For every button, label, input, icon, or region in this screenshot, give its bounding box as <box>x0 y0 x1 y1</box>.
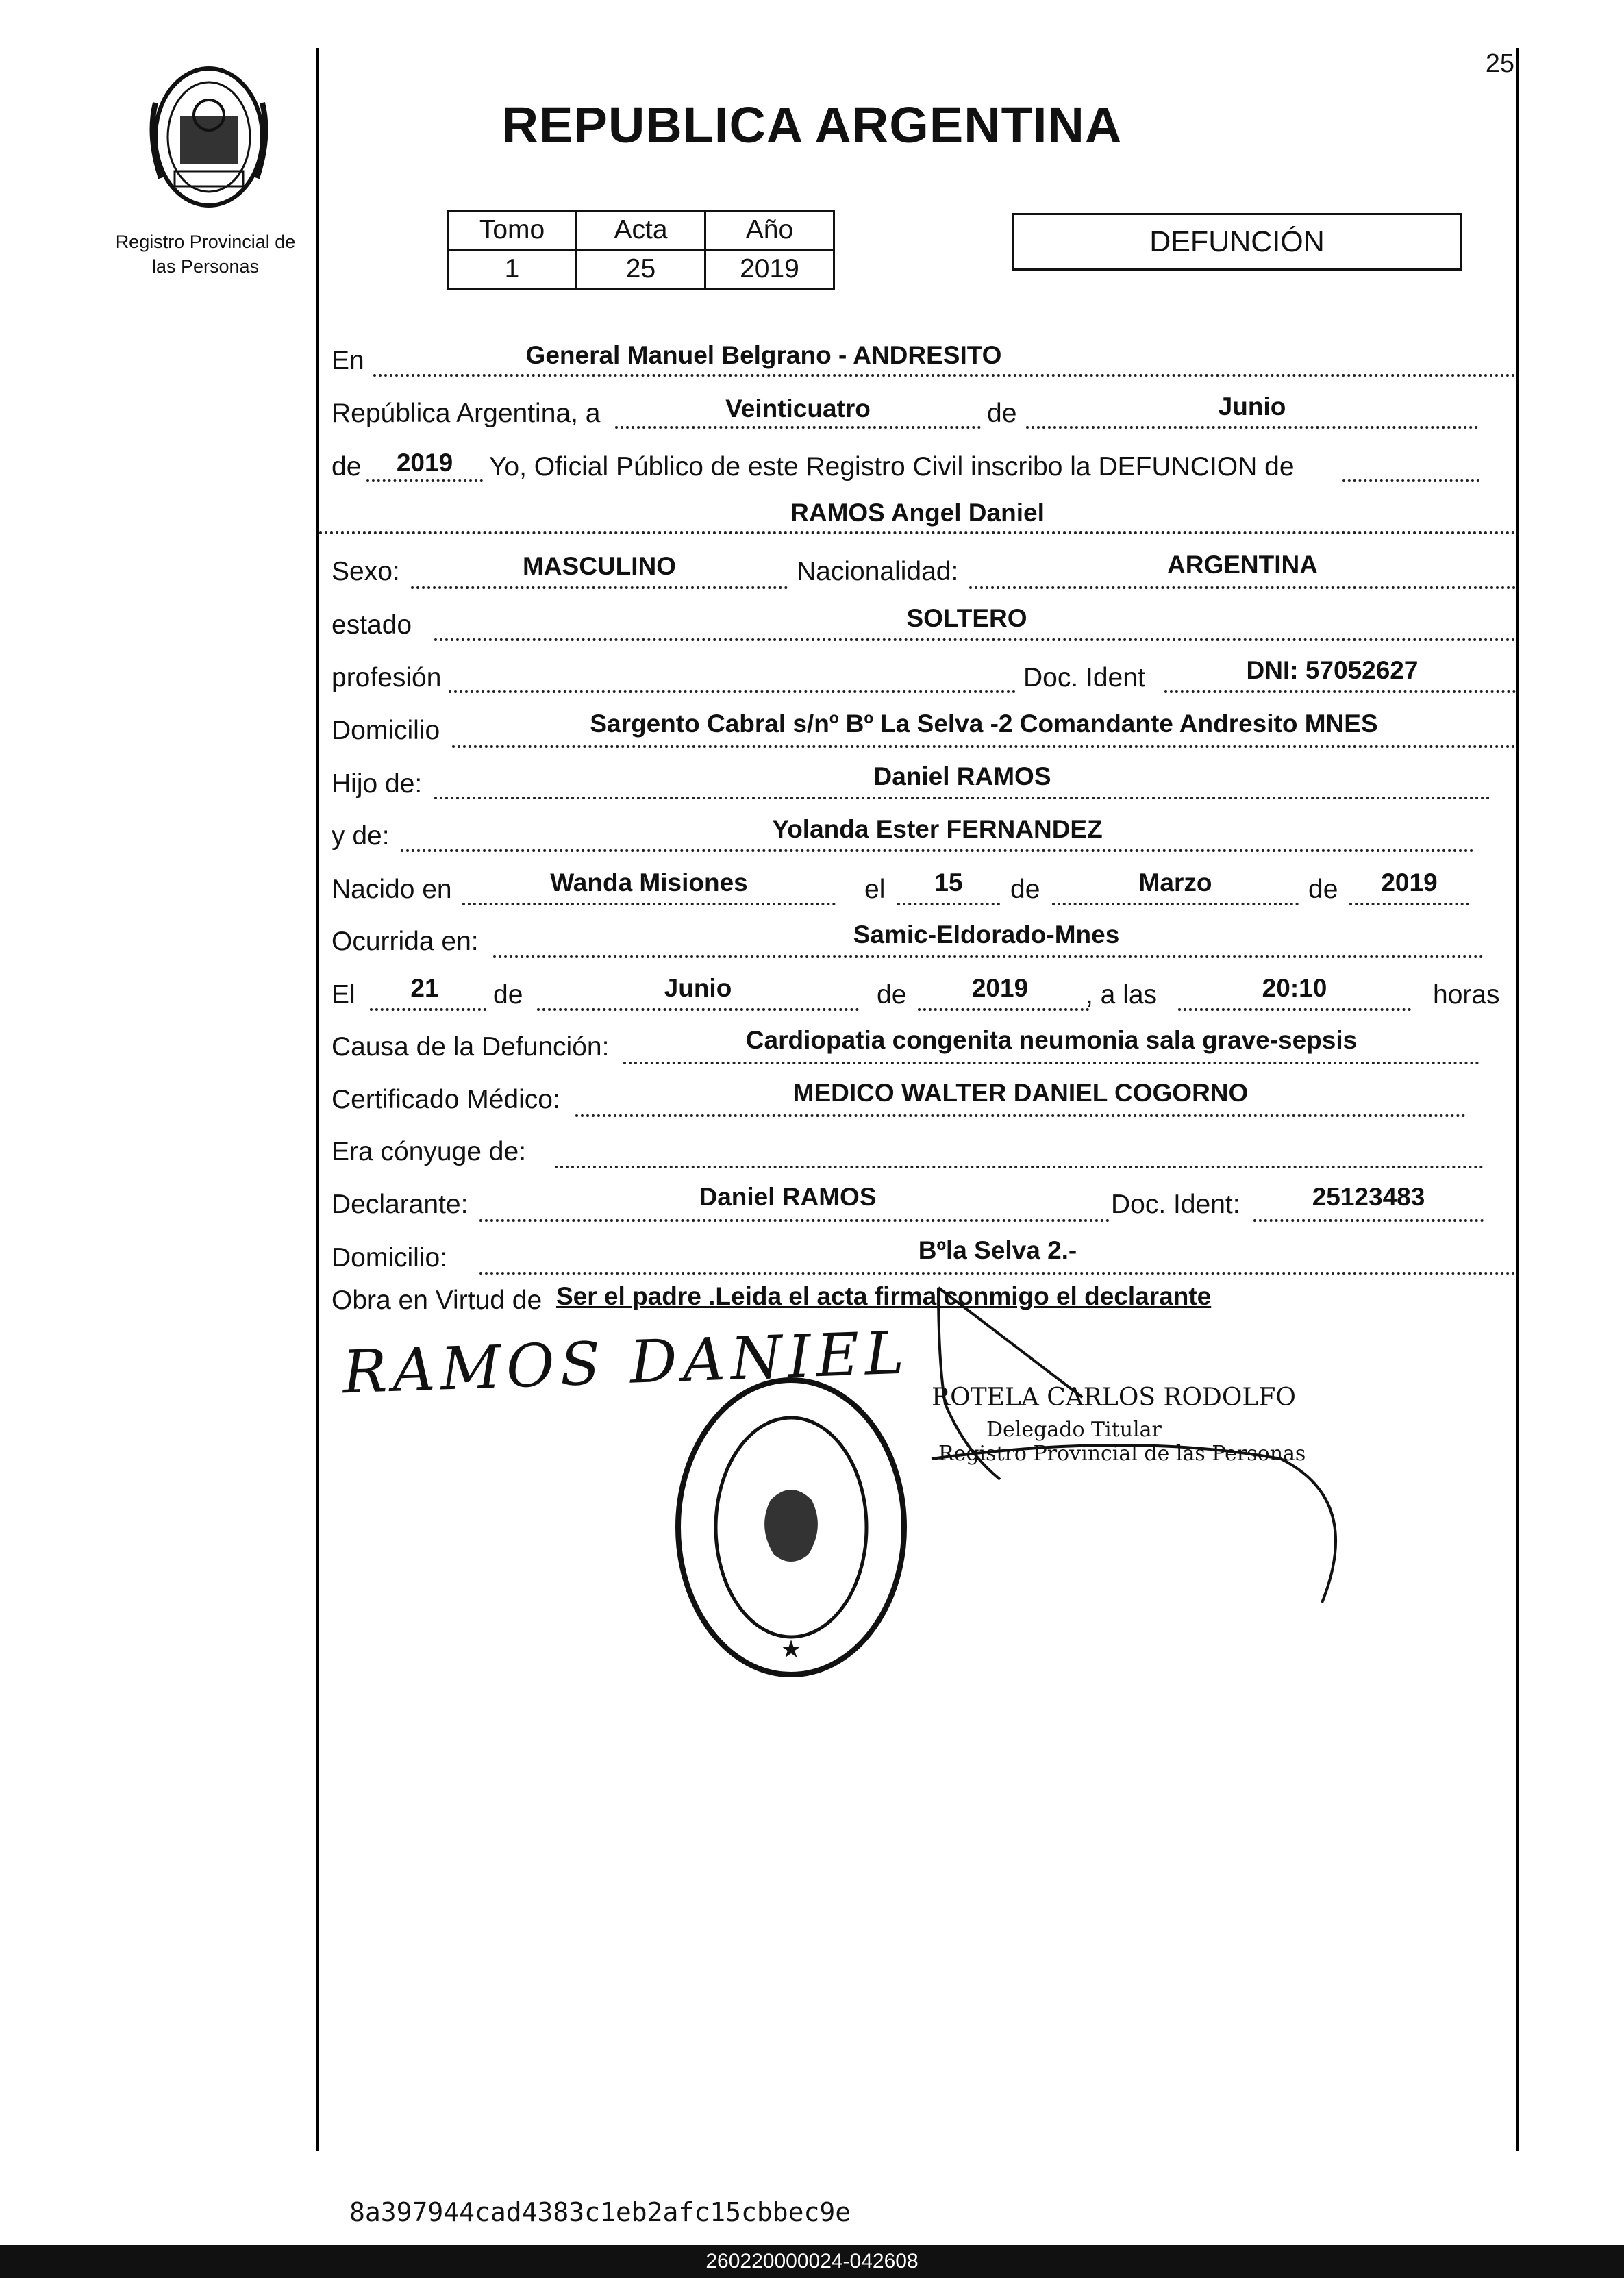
el2-label: El <box>332 980 355 1010</box>
dotted-line <box>537 1008 859 1011</box>
barcode-strip: 260220000024-042608 <box>0 2245 1624 2278</box>
dotted-line <box>370 1008 486 1011</box>
dotted-line <box>1178 1008 1411 1011</box>
declarant-signature: RAMOS DANIEL <box>341 1318 911 1407</box>
official-stamp <box>668 1370 914 1685</box>
domicilio-label: Domicilio <box>332 716 440 745</box>
de5-label: de <box>493 980 523 1010</box>
dotted-line <box>1026 426 1478 429</box>
estado-value: SOLTERO <box>906 604 1027 632</box>
svg-text:★: ★ <box>779 1635 803 1663</box>
official-name: ROTELA CARLOS RODOLFO <box>932 1384 1296 1412</box>
value-anio: 2019 <box>705 250 834 289</box>
left-margin-line <box>316 48 319 2151</box>
obra-value: Ser el padre .Leida el acta firma conmigo el declarante <box>556 1282 1212 1310</box>
ocurrida-label: Ocurrida en: <box>332 927 479 956</box>
stamp-inner-text: COMANDANTE ANDRESITO <box>685 1709 847 1723</box>
dotted-line <box>449 690 1016 693</box>
death-month: Junio <box>664 974 732 1002</box>
causa-value: Cardiopatia congenita neumonia sala grave-sepsis <box>745 1026 1358 1054</box>
official-org: Registro Provincial de las Personas <box>938 1442 1306 1466</box>
de6-label: de <box>877 980 907 1010</box>
acta-table-header-row <box>448 211 834 250</box>
declarante-value: Daniel RAMOS <box>699 1183 877 1211</box>
en-label: En <box>332 346 364 375</box>
dotted-line <box>434 797 1490 799</box>
month-value: Junio <box>1218 392 1286 421</box>
conyuge-label: Era cónyuge de: <box>332 1137 527 1166</box>
document-hash: 8a397944cad4383c1eb2afc15cbbec9e <box>349 2197 851 2227</box>
en-value: General Manuel Belgrano - ANDRESITO <box>525 341 1002 369</box>
docident2-label: Doc. Ident: <box>1111 1190 1240 1219</box>
ocurrida-value: Samic-Eldorado-Mnes <box>853 921 1120 949</box>
de3-label: de <box>1010 875 1040 904</box>
dotted-line <box>366 479 483 482</box>
sexo-label: Sexo: <box>332 557 400 586</box>
acta-table-value-row <box>448 250 834 289</box>
dotted-line <box>555 1166 1484 1168</box>
docident-label: Doc. Ident <box>1023 663 1145 692</box>
page-title: REPUBLICA ARGENTINA <box>501 97 1123 153</box>
dotted-line <box>969 586 1516 589</box>
dotted-line <box>319 531 1516 534</box>
hijo-value: Daniel RAMOS <box>873 762 1051 790</box>
death-time: 20:10 <box>1262 974 1327 1002</box>
value-tomo: 1 <box>448 250 577 289</box>
dotted-line <box>493 955 1484 958</box>
domicilio-value: Sargento Cabral s/nº Bº La Selva -2 Comandante Andresito MNES <box>590 710 1378 738</box>
right-margin-line <box>1516 48 1519 2151</box>
obra-label: Obra en Virtud de <box>332 1286 542 1315</box>
dotted-line <box>1342 479 1479 482</box>
value-acta: 25 <box>577 250 705 289</box>
document-type-box: DEFUNCIÓN <box>1012 213 1462 271</box>
causa-label: Causa de la Defunción: <box>332 1032 610 1062</box>
header-acta: Acta <box>577 211 705 250</box>
dotted-line <box>479 1272 1516 1275</box>
dotted-line <box>411 586 788 589</box>
domicilio2-value: Bºla Selva 2.- <box>918 1236 1077 1264</box>
sexo-value: MASCULINO <box>522 552 677 580</box>
de-label: de <box>987 399 1017 428</box>
dotted-line <box>575 1114 1466 1117</box>
nacionalidad-label: Nacionalidad: <box>797 557 959 586</box>
dotted-line <box>479 1219 1110 1222</box>
nac-year: 2019 <box>1381 868 1438 897</box>
stamp-outer-text: DELEGACION DEL REGISTRO PROVINCIAL DE LAS PERSONAS <box>685 1692 1058 1705</box>
profesion-label: profesión <box>332 663 442 692</box>
deceased-name: RAMOS Angel Daniel <box>790 499 1045 527</box>
official-role: Delegado Titular <box>986 1418 1162 1442</box>
yde-label: y de: <box>332 821 390 851</box>
oficial-text: Yo, Oficial Público de este Registro Civil inscribo la DEFUNCION de <box>489 452 1295 481</box>
el-label: el <box>864 875 886 904</box>
header-anio: Año <box>705 211 834 250</box>
nacido-value: Wanda Misiones <box>550 868 748 897</box>
dotted-line <box>623 1062 1479 1064</box>
docident-value: DNI: 57052627 <box>1246 656 1419 684</box>
dotted-line <box>401 849 1474 852</box>
page-number: 25 <box>1485 49 1514 78</box>
dotted-line <box>1349 903 1469 905</box>
nac-month: Marzo <box>1138 868 1212 897</box>
de4-label: de <box>1308 875 1338 904</box>
horas-label: horas <box>1433 980 1500 1010</box>
year-value: 2019 <box>396 449 453 477</box>
hijo-label: Hijo de: <box>332 769 423 799</box>
docident2-value: 25123483 <box>1312 1183 1425 1211</box>
rep-label: República Argentina, a <box>332 399 601 428</box>
registry-name: Registro Provincial de las Personas <box>115 231 296 277</box>
header-tomo: Tomo <box>448 211 577 250</box>
dotted-line <box>615 426 981 429</box>
de2-label: de <box>332 452 362 481</box>
dotted-line <box>452 745 1516 748</box>
dotted-line <box>1253 1219 1484 1222</box>
dotted-line <box>918 1008 1089 1011</box>
certificado-label: Certificado Médico: <box>332 1085 560 1114</box>
alas-label: , a las <box>1086 980 1158 1010</box>
certificado-value: MEDICO WALTER DANIEL COGORNO <box>792 1079 1249 1107</box>
death-day: 21 <box>410 974 439 1002</box>
dotted-line <box>462 903 836 905</box>
dotted-line <box>373 374 1516 377</box>
dotted-line <box>897 903 1000 905</box>
declarante-label: Declarante: <box>332 1190 469 1219</box>
dotted-line <box>1052 903 1299 905</box>
yde-value: Yolanda Ester FERNANDEZ <box>772 815 1103 843</box>
domicilio2-label: Domicilio: <box>332 1243 448 1273</box>
death-year: 2019 <box>971 974 1029 1002</box>
acta-table <box>447 210 835 290</box>
nacido-label: Nacido en <box>332 875 452 904</box>
dotted-line <box>434 638 1516 641</box>
dotted-line <box>1164 690 1516 693</box>
day-value: Veinticuatro <box>725 395 871 423</box>
estado-label: estado <box>332 610 412 640</box>
nacionalidad-value: ARGENTINA <box>1167 551 1318 579</box>
nac-day: 15 <box>934 868 963 897</box>
